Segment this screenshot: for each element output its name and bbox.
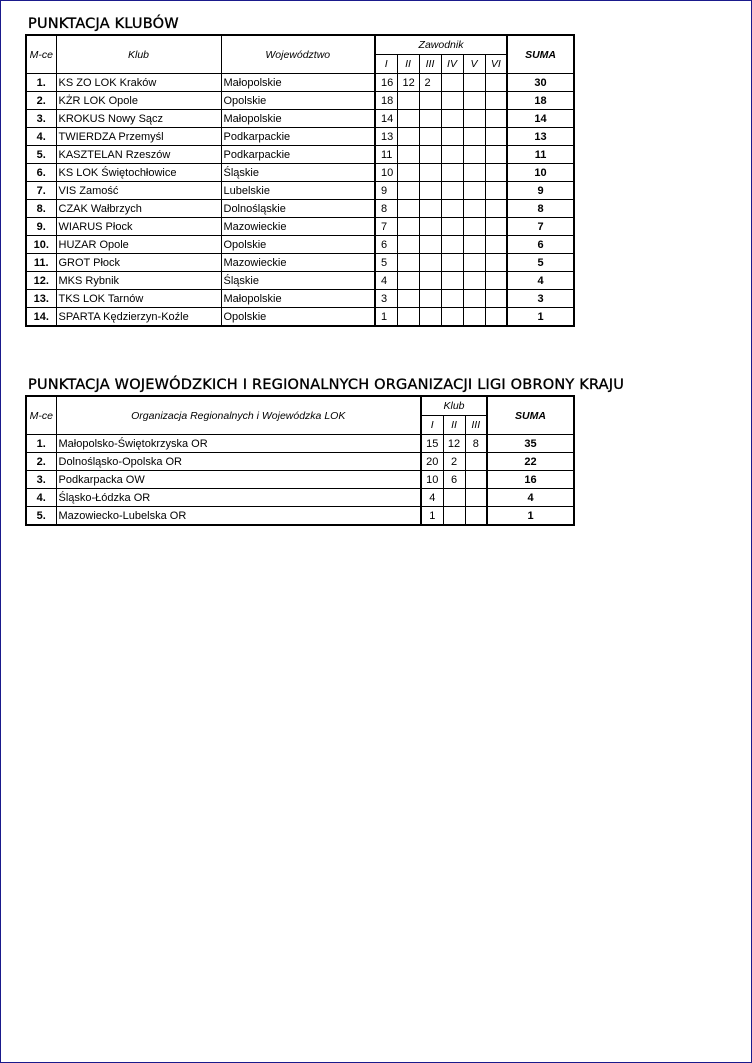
table-row xyxy=(26,200,574,218)
row-sum: 22 xyxy=(487,453,574,471)
row-points-5 xyxy=(463,200,485,218)
row-points-6 xyxy=(485,254,507,272)
row-sum: 10 xyxy=(507,164,574,182)
row-points-3 xyxy=(465,453,487,471)
row-points-3 xyxy=(419,182,441,200)
table-row xyxy=(26,110,574,128)
row-points-6 xyxy=(485,110,507,128)
row-org: Małopolsko-Świętokrzyska OR xyxy=(56,435,421,453)
table-row xyxy=(26,290,574,308)
row-points-2: 6 xyxy=(443,471,465,489)
row-points-1: 18 xyxy=(375,92,397,110)
row-place: 11. xyxy=(26,254,56,272)
row-club: TKS LOK Tarnów xyxy=(56,290,221,308)
row-points-3 xyxy=(419,254,441,272)
row-points-3 xyxy=(419,146,441,164)
row-points-3 xyxy=(465,507,487,526)
row-voivodeship: Małopolskie xyxy=(221,110,375,128)
row-points-6 xyxy=(485,272,507,290)
row-points-5 xyxy=(463,92,485,110)
row-sum: 16 xyxy=(487,471,574,489)
row-points-2: 12 xyxy=(443,435,465,453)
row-points-4 xyxy=(441,128,463,146)
row-club: KS ZO LOK Kraków xyxy=(56,74,221,92)
row-voivodeship: Małopolskie xyxy=(221,290,375,308)
row-sum: 13 xyxy=(507,128,574,146)
row-points-1: 13 xyxy=(375,128,397,146)
row-club: SPARTA Kędzierzyn-Koźle xyxy=(56,308,221,327)
header-col-3: III xyxy=(419,55,441,74)
org-header-col-1: I xyxy=(421,416,443,435)
row-points-4 xyxy=(441,254,463,272)
row-points-5 xyxy=(463,128,485,146)
table-row xyxy=(26,74,574,92)
row-points-3 xyxy=(419,308,441,327)
row-points-4 xyxy=(441,164,463,182)
header-col-4: IV xyxy=(441,55,463,74)
row-org: Mazowiecko-Lubelska OR xyxy=(56,507,421,526)
row-place: 5. xyxy=(26,507,56,526)
row-points-1: 5 xyxy=(375,254,397,272)
row-points-4 xyxy=(441,272,463,290)
header-col-2: II xyxy=(397,55,419,74)
row-points-5 xyxy=(463,146,485,164)
row-org: Podkarpacka OW xyxy=(56,471,421,489)
row-sum: 3 xyxy=(507,290,574,308)
header-col-5: V xyxy=(463,55,485,74)
row-place: 1. xyxy=(26,74,56,92)
row-points-4 xyxy=(441,182,463,200)
org-header-org: Organizacja Regionalnych i Wojewódzka LOK xyxy=(56,396,421,435)
row-place: 9. xyxy=(26,218,56,236)
row-points-2 xyxy=(397,272,419,290)
row-points-1: 16 xyxy=(375,74,397,92)
table-row xyxy=(26,254,574,272)
row-club: VIS Zamość xyxy=(56,182,221,200)
row-points-2 xyxy=(397,200,419,218)
row-place: 8. xyxy=(26,200,56,218)
row-club: MKS Rybnik xyxy=(56,272,221,290)
clubs-table xyxy=(25,34,575,327)
row-points-1: 15 xyxy=(421,435,443,453)
row-points-2 xyxy=(397,236,419,254)
row-sum: 4 xyxy=(507,272,574,290)
row-place: 2. xyxy=(26,453,56,471)
row-points-3 xyxy=(419,290,441,308)
row-points-5 xyxy=(463,74,485,92)
org-header-sum: SUMA xyxy=(487,396,574,435)
row-points-3 xyxy=(419,110,441,128)
row-points-4 xyxy=(441,110,463,128)
row-points-6 xyxy=(485,182,507,200)
row-place: 7. xyxy=(26,182,56,200)
row-voivodeship: Opolskie xyxy=(221,236,375,254)
row-place: 3. xyxy=(26,471,56,489)
row-voivodeship: Śląskie xyxy=(221,164,375,182)
row-points-5 xyxy=(463,272,485,290)
table-row xyxy=(26,218,574,236)
row-place: 5. xyxy=(26,146,56,164)
row-voivodeship: Małopolskie xyxy=(221,74,375,92)
row-points-4 xyxy=(441,218,463,236)
row-points-1: 1 xyxy=(421,507,443,526)
row-sum: 8 xyxy=(507,200,574,218)
row-points-4 xyxy=(441,74,463,92)
row-voivodeship: Dolnośląskie xyxy=(221,200,375,218)
row-points-6 xyxy=(485,92,507,110)
orgs-table-body xyxy=(26,435,574,526)
row-club: KS LOK Świętochłowice xyxy=(56,164,221,182)
row-place: 4. xyxy=(26,489,56,507)
row-place: 14. xyxy=(26,308,56,327)
row-points-2 xyxy=(397,254,419,272)
row-club: HUZAR Opole xyxy=(56,236,221,254)
row-points-5 xyxy=(463,218,485,236)
row-points-5 xyxy=(463,254,485,272)
row-points-2 xyxy=(397,290,419,308)
row-points-1: 4 xyxy=(375,272,397,290)
row-points-1: 9 xyxy=(375,182,397,200)
row-sum: 9 xyxy=(507,182,574,200)
row-points-1: 1 xyxy=(375,308,397,327)
row-points-3 xyxy=(419,128,441,146)
row-voivodeship: Podkarpackie xyxy=(221,146,375,164)
header-col-6: VI xyxy=(485,55,507,74)
row-points-2 xyxy=(397,218,419,236)
row-points-3: 2 xyxy=(419,74,441,92)
row-points-3 xyxy=(419,236,441,254)
row-place: 12. xyxy=(26,272,56,290)
row-voivodeship: Lubelskie xyxy=(221,182,375,200)
header-voivodeship: Województwo xyxy=(221,35,375,74)
row-points-6 xyxy=(485,218,507,236)
row-club: KŻR LOK Opole xyxy=(56,92,221,110)
row-place: 3. xyxy=(26,110,56,128)
table-row xyxy=(26,182,574,200)
table-row xyxy=(26,92,574,110)
row-sum: 4 xyxy=(487,489,574,507)
row-points-2 xyxy=(397,128,419,146)
row-sum: 1 xyxy=(507,308,574,327)
row-club: CZAK Wałbrzych xyxy=(56,200,221,218)
header-col-1: I xyxy=(375,55,397,74)
row-points-6 xyxy=(485,164,507,182)
table-row xyxy=(26,507,574,526)
row-points-5 xyxy=(463,308,485,327)
org-header-club: Klub xyxy=(421,396,487,416)
row-points-2 xyxy=(397,92,419,110)
row-points-3 xyxy=(419,92,441,110)
row-points-1: 14 xyxy=(375,110,397,128)
row-points-5 xyxy=(463,110,485,128)
row-points-3 xyxy=(419,272,441,290)
table-row xyxy=(26,308,574,327)
row-place: 2. xyxy=(26,92,56,110)
row-club: WIARUS Płock xyxy=(56,218,221,236)
row-voivodeship: Śląskie xyxy=(221,272,375,290)
row-sum: 7 xyxy=(507,218,574,236)
row-points-6 xyxy=(485,74,507,92)
table-row xyxy=(26,471,574,489)
row-points-1: 8 xyxy=(375,200,397,218)
row-sum: 1 xyxy=(487,507,574,526)
row-voivodeship: Opolskie xyxy=(221,308,375,327)
clubs-section-title: PUNKTACJA KLUBÓW xyxy=(28,16,179,32)
row-place: 13. xyxy=(26,290,56,308)
table-row xyxy=(26,272,574,290)
row-place: 10. xyxy=(26,236,56,254)
row-points-4 xyxy=(441,92,463,110)
row-points-2 xyxy=(443,489,465,507)
row-club: TWIERDZA Przemyśl xyxy=(56,128,221,146)
header-club: Klub xyxy=(56,35,221,74)
row-points-2: 12 xyxy=(397,74,419,92)
row-points-5 xyxy=(463,290,485,308)
row-voivodeship: Mazowieckie xyxy=(221,254,375,272)
row-voivodeship: Podkarpackie xyxy=(221,128,375,146)
orgs-section-title: PUNKTACJA WOJEWÓDZKICH I REGIONALNYCH ORGANIZACJI LIGI OBRONY KRAJU xyxy=(28,377,625,393)
row-points-3 xyxy=(419,218,441,236)
table-row xyxy=(26,489,574,507)
row-points-2 xyxy=(397,146,419,164)
table-row xyxy=(26,128,574,146)
row-points-1: 6 xyxy=(375,236,397,254)
row-points-4 xyxy=(441,236,463,254)
row-points-1: 10 xyxy=(375,164,397,182)
row-points-1: 11 xyxy=(375,146,397,164)
row-points-1: 10 xyxy=(421,471,443,489)
row-points-4 xyxy=(441,290,463,308)
row-points-3 xyxy=(419,164,441,182)
row-voivodeship: Mazowieckie xyxy=(221,218,375,236)
table-row xyxy=(26,435,574,453)
table-row xyxy=(26,146,574,164)
row-points-2 xyxy=(443,507,465,526)
row-points-3: 8 xyxy=(465,435,487,453)
row-place: 6. xyxy=(26,164,56,182)
row-place: 1. xyxy=(26,435,56,453)
table-row xyxy=(26,453,574,471)
row-points-2 xyxy=(397,308,419,327)
row-points-4 xyxy=(441,146,463,164)
org-header-col-3: III xyxy=(465,416,487,435)
row-points-5 xyxy=(463,236,485,254)
row-points-6 xyxy=(485,236,507,254)
orgs-table xyxy=(25,395,575,526)
row-points-6 xyxy=(485,128,507,146)
header-sum: SUMA xyxy=(507,35,574,74)
row-points-2 xyxy=(397,182,419,200)
row-sum: 6 xyxy=(507,236,574,254)
row-sum: 5 xyxy=(507,254,574,272)
row-points-1: 4 xyxy=(421,489,443,507)
row-org: Dolnośląsko-Opolska OR xyxy=(56,453,421,471)
row-points-1: 7 xyxy=(375,218,397,236)
row-club: GROT Płock xyxy=(56,254,221,272)
row-points-4 xyxy=(441,308,463,327)
row-sum: 30 xyxy=(507,74,574,92)
row-points-5 xyxy=(463,164,485,182)
row-points-6 xyxy=(485,146,507,164)
row-sum: 18 xyxy=(507,92,574,110)
row-sum: 35 xyxy=(487,435,574,453)
row-points-3 xyxy=(465,489,487,507)
header-place: M-ce xyxy=(26,35,56,74)
row-place: 4. xyxy=(26,128,56,146)
row-org: Śląsko-Łódzka OR xyxy=(56,489,421,507)
clubs-table-body xyxy=(26,74,574,327)
row-points-2 xyxy=(397,110,419,128)
row-points-1: 20 xyxy=(421,453,443,471)
row-points-6 xyxy=(485,308,507,327)
row-club: KROKUS Nowy Sącz xyxy=(56,110,221,128)
header-competitor: Zawodnik xyxy=(375,35,507,55)
table-row xyxy=(26,164,574,182)
row-points-2 xyxy=(397,164,419,182)
org-header-col-2: II xyxy=(443,416,465,435)
row-points-6 xyxy=(485,200,507,218)
row-sum: 14 xyxy=(507,110,574,128)
row-club: KASZTELAN Rzeszów xyxy=(56,146,221,164)
row-voivodeship: Opolskie xyxy=(221,92,375,110)
table-row xyxy=(26,236,574,254)
row-points-5 xyxy=(463,182,485,200)
row-points-3 xyxy=(419,200,441,218)
row-points-4 xyxy=(441,200,463,218)
row-points-2: 2 xyxy=(443,453,465,471)
row-sum: 11 xyxy=(507,146,574,164)
row-points-1: 3 xyxy=(375,290,397,308)
org-header-place: M-ce xyxy=(26,396,56,435)
row-points-3 xyxy=(465,471,487,489)
row-points-6 xyxy=(485,290,507,308)
